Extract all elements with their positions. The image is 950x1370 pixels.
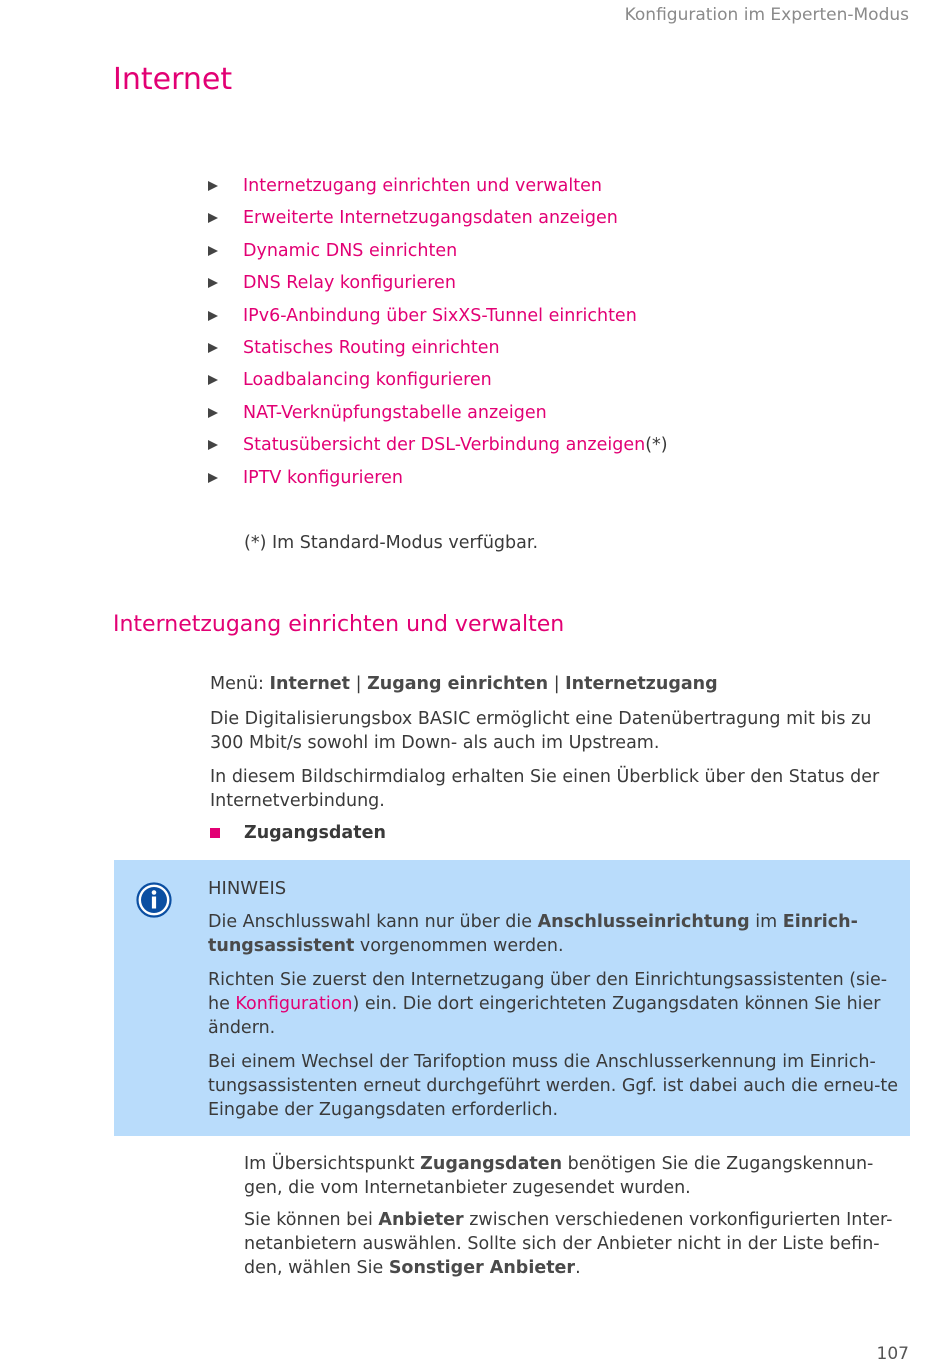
overview-paragraph [210, 765, 910, 813]
menu-path [210, 672, 910, 696]
triangle-bullet-icon [208, 375, 218, 385]
triangle-bullet-icon [208, 473, 218, 483]
toc-link[interactable]: Statisches Routing einrichten [243, 337, 500, 358]
square-bullet-icon [210, 828, 220, 838]
toc-link[interactable]: Loadbalancing konfigurieren [243, 370, 492, 391]
toc-suffix: (*) [645, 435, 668, 456]
text-run: im [749, 912, 783, 932]
text-run: ) ein. Die dort eingerichteten Zugangsdaten können Sie hier ändern. [208, 994, 881, 1038]
text-run: Sie können bei [244, 1210, 379, 1230]
text-run: Richten Sie zuerst den Internetzugang über den Einrichtungsassistenten (sie-he [208, 970, 888, 1014]
toc-item[interactable] [208, 205, 668, 237]
toc-item[interactable] [208, 335, 668, 367]
bold-anbieter: Anbieter [378, 1210, 464, 1230]
text-run: Die Anschlusswahl kann nur über die [208, 912, 538, 932]
triangle-bullet-icon [208, 213, 218, 223]
toc-item[interactable] [208, 238, 668, 270]
anbieter-text [244, 1208, 910, 1280]
text-run: Im Übersichtspunkt [244, 1154, 421, 1174]
overview-text: In diesem Bildschirmdialog erhalten Sie einen Überblick über den Status der Internetverbindung. [210, 767, 880, 811]
toc-item[interactable] [208, 367, 668, 399]
note-content [208, 877, 908, 1132]
bold-zugangsdaten: Zugangsdaten [420, 1154, 563, 1174]
toc-link[interactable]: Internetzugang einrichten und verwalten [243, 176, 602, 196]
toc-link[interactable]: IPv6-Anbindung über SixXS-Tunnel einrichten [243, 305, 637, 326]
text-run: zwischen verschiedenen vorkonfigurierten Inter-netanbietern auswählen. Sollte sich der Anbieter nicht in der Liste befin-den, wählen Sie [244, 1210, 893, 1278]
toc-link[interactable]: DNS Relay konfigurieren [243, 273, 456, 294]
text-run: . [575, 1258, 581, 1278]
zugangsdaten-paragraph [244, 1152, 910, 1200]
toc-link[interactable]: Erweiterte Internetzugangsdaten anzeigen [243, 208, 618, 229]
toc-item[interactable] [208, 303, 668, 335]
toc-link[interactable]: NAT-Verknüpfungstabelle anzeigen [243, 402, 547, 423]
footnote: (*) Im Standard-Modus verfügbar. [244, 533, 539, 553]
section-title: Internetzugang einrichten und verwalten [113, 612, 565, 637]
anbieter-paragraph [244, 1208, 910, 1280]
triangle-bullet-icon [208, 181, 218, 191]
toc-item[interactable] [208, 270, 668, 302]
triangle-bullet-icon [208, 278, 218, 288]
running-header: Konfiguration im Experten-Modus [624, 5, 909, 25]
bold-anschlusseinrichtung: Anschlusseinrichtung [537, 912, 750, 932]
toc-item[interactable] [208, 432, 668, 464]
text-run: benötigen Sie die Zugangskennun-gen, die vom Internetanbieter zugesendet wurden. [244, 1154, 874, 1198]
note-heading: HINWEIS [208, 878, 287, 899]
note-paragraph-2 [208, 968, 908, 1040]
menu-separator: | [350, 674, 368, 694]
triangle-bullet-icon [208, 311, 218, 321]
menu-prefix: Menü: [210, 674, 270, 694]
bold-einrichtungsassistent: Einrich-tungsassistent [208, 912, 858, 956]
toc-link[interactable]: IPTV konfigurieren [243, 467, 403, 488]
note-paragraph-1 [208, 910, 908, 958]
triangle-bullet-icon [208, 408, 218, 418]
zugangsdaten-text [244, 1152, 910, 1200]
info-icon [136, 882, 172, 918]
table-of-contents [208, 173, 668, 497]
menu-item-internet: Internet [269, 674, 351, 694]
text-run: vorgenommen werden. [354, 936, 564, 956]
bullet-label: Zugangsdaten [244, 823, 386, 843]
page-title: Internet [113, 62, 233, 97]
menu-item-zugang-einrichten: Zugang einrichten [367, 674, 549, 694]
page-number: 107 [876, 1344, 909, 1364]
konfiguration-link[interactable]: Konfiguration [235, 994, 353, 1014]
bold-sonstiger-anbieter: Sonstiger Anbieter [388, 1258, 576, 1278]
note-paragraph-3: Bei einem Wechsel der Tarifoption muss die Anschlusserkennung im Einrich-tungsassistenten erneut durchgeführt werden. Ggf. ist dabei auch die erneu-te Eingabe der Zugangsdaten erforderlich. [208, 1052, 899, 1120]
menu-item-internetzugang: Internetzugang [565, 674, 718, 694]
toc-link[interactable]: Statusübersicht der DSL-Verbindung anzeigen [243, 435, 646, 456]
triangle-bullet-icon [208, 246, 218, 256]
triangle-bullet-icon [208, 343, 218, 353]
intro-paragraph [210, 707, 910, 755]
menu-separator: | [548, 674, 566, 694]
note-box [114, 860, 910, 1136]
toc-link[interactable]: Dynamic DNS einrichten [243, 240, 458, 261]
toc-item[interactable] [208, 400, 668, 432]
toc-item[interactable] [208, 173, 668, 205]
triangle-bullet-icon [208, 440, 218, 450]
intro-text: Die Digitalisierungsbox BASIC ermöglicht eine Datenübertragung mit bis zu 300 Mbit/s sowohl im Down- als auch im Upstream. [210, 709, 872, 753]
toc-item[interactable] [208, 465, 668, 497]
bullet-zugangsdaten [210, 823, 386, 843]
